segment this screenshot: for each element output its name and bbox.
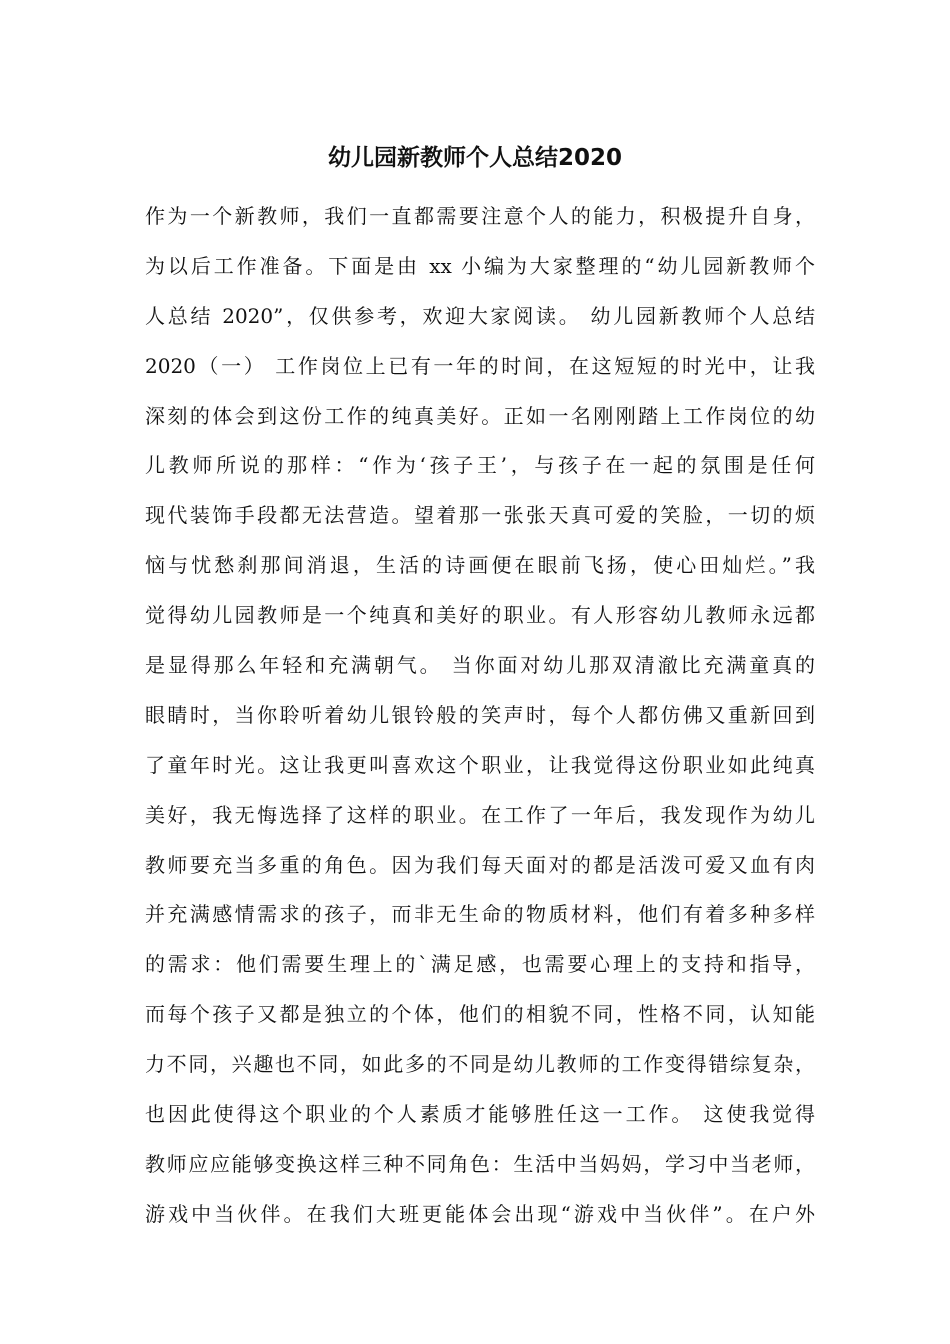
text-line: 是显得那么年轻和充满朝气。 当你面对幼儿那双清澈比充满童真的 — [145, 653, 815, 678]
text-line: 美好，我无悔选择了这样的职业。在工作了一年后，我发现作为幼儿 — [145, 802, 815, 827]
text-line: 觉得幼儿园教师是一个纯真和美好的职业。有人形容幼儿教师永远都 — [145, 603, 815, 628]
text-line: 的需求：他们需要生理上的`满足感，也需要心理上的支持和指导， — [145, 952, 815, 977]
text-line: 并充满感情需求的孩子，而非无生命的物质材料，他们有着多种多样 — [145, 902, 815, 927]
text-line: 了童年时光。这让我更叫喜欢这个职业，让我觉得这份职业如此纯真 — [145, 752, 815, 777]
text-line: 也因此使得这个职业的个人素质才能够胜任这一工作。 这使我觉得 — [145, 1102, 815, 1127]
text-line: 恼与忧愁刹那间消退，生活的诗画便在眼前飞扬，使心田灿烂。”我 — [145, 553, 815, 578]
text-line: 力不同，兴趣也不同，如此多的不同是幼儿教师的工作变得错综复杂， — [145, 1052, 815, 1077]
text-line: 现代装饰手段都无法营造。望着那一张张天真可爱的笑脸，一切的烦 — [145, 503, 815, 528]
text-line: 教师应应能够变换这样三种不同角色：生活中当妈妈，学习中当老师， — [145, 1151, 815, 1176]
text-line: 人总结 2020”，仅供参考，欢迎大家阅读。 幼儿园新教师个人总结 — [145, 303, 815, 328]
document-body — [145, 192, 815, 1240]
text-line: 为以后工作准备。下面是由 xx 小编为大家整理的“幼儿园新教师个 — [145, 253, 815, 278]
text-line: 眼睛时，当你聆听着幼儿银铃般的笑声时，每个人都仿佛又重新回到 — [145, 702, 815, 727]
text-line: 儿教师所说的那样：“作为‘孩子王’，与孩子在一起的氛围是任何 — [145, 453, 815, 478]
text-line: 教师要充当多重的角色。因为我们每天面对的都是活泼可爱又血有肉 — [145, 852, 815, 877]
text-line: 而每个孩子又都是独立的个体，他们的相貌不同，性格不同，认知能 — [145, 1002, 815, 1027]
text-line: 作为一个新教师，我们一直都需要注意个人的能力，积极提升自身， — [145, 204, 815, 228]
text-line: 游戏中当伙伴。在我们大班更能体会出现“游戏中当伙伴”。在户外 — [145, 1201, 815, 1226]
text-line: 深刻的体会到这份工作的纯真美好。正如一名刚刚踏上工作岗位的幼 — [145, 403, 815, 428]
document-title: 幼儿园新教师个人总结2020 — [327, 145, 622, 171]
text-line: 2020（一） 工作岗位上已有一年的时间，在这短短的时光中，让我 — [145, 353, 815, 378]
